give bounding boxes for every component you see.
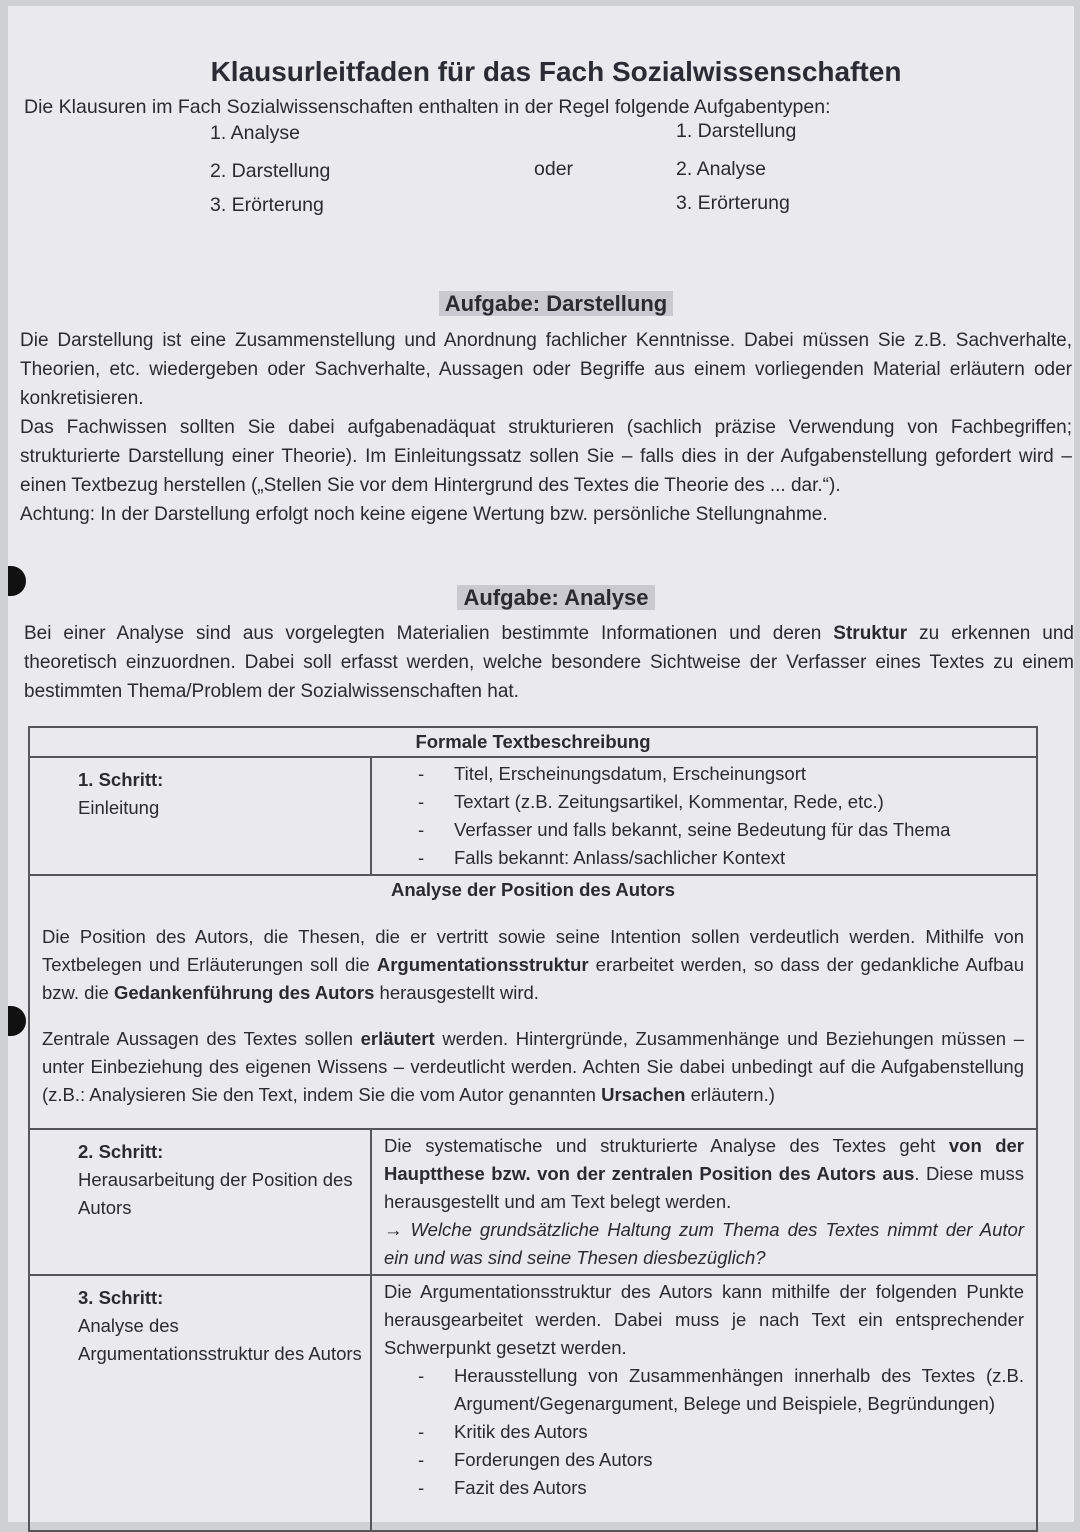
text-segment: Die Darstellung ist eine Zusammenstellung und Anordnung fachlicher Kenntnisse. Dabei müssen Sie z.B. Sachverhalte, Theorien, etc. wiedergeben oder Sachverhalte, Aussagen oder Begriffe aus einem vorliegenden Material erläutern oder konkretisieren. <box>20 330 1072 409</box>
step-label: 2. Schritt: <box>78 1140 164 1162</box>
paragraph <box>42 923 1024 1007</box>
step1-cell <box>29 757 371 875</box>
step-name: Analyse des Argumentationsstruktur des Autors <box>78 1314 362 1364</box>
list-item: 2. Darstellung <box>210 160 331 182</box>
text-segment: herausgestellt wird. <box>374 981 539 1003</box>
bold-text: von der Hauptthese bzw. von der zentralen Position des Autors aus <box>384 1134 1024 1184</box>
bold-text: erläutert <box>360 1028 435 1049</box>
list-item: - Falls bekannt: Anlass/sachlicher Kontext <box>454 844 1024 872</box>
text-segment: Zentrale Aussagen des Textes sollen <box>42 1028 361 1049</box>
list-item: - Forderungen des Autors <box>454 1446 1024 1474</box>
list-item: 3. Erörterung <box>676 192 790 214</box>
step3-cell <box>29 1275 371 1531</box>
bold-text: Argumentationsstruktur <box>376 953 589 975</box>
list-item: 1. Analyse <box>210 122 300 144</box>
text-segment: erläutern.) <box>685 1084 775 1105</box>
position-text <box>42 923 1024 1110</box>
bold-text: Ursachen <box>601 1084 686 1105</box>
list-item: - Verfasser und falls bekannt, seine Bedeutung für das Thema <box>454 816 1024 844</box>
paragraph <box>20 326 1072 413</box>
text-segment: Die systematische und strukturierte Analyse des Textes geht <box>384 1134 949 1156</box>
list-item: - Kritik des Autors <box>454 1418 1024 1446</box>
step-name: Herausarbeitung der Position des Autors <box>78 1168 353 1218</box>
list-item: - Titel, Erscheinungsdatum, Erscheinungsort <box>454 760 1024 788</box>
text-segment: . Diese muss herausgestellt und am Text belegt werden. <box>384 1162 1024 1212</box>
section-heading-analyse <box>8 585 1080 611</box>
step-label: 3. Schritt: <box>78 1286 164 1308</box>
list-item: - Textart (z.B. Zeitungsartikel, Kommentar, Rede, etc.) <box>454 788 1024 816</box>
analysis-table <box>28 726 1038 1532</box>
analyse-text <box>24 619 1074 706</box>
list-item: 2. Analyse <box>676 158 766 180</box>
section-heading-darstellung <box>8 291 1080 317</box>
step2-cell <box>29 1129 371 1275</box>
bold-text: Struktur <box>833 623 908 644</box>
step-name: Einleitung <box>78 797 160 818</box>
paragraph <box>42 1025 1024 1109</box>
list-item: - Fazit des Autors <box>454 1474 1024 1502</box>
paragraph <box>20 500 1072 529</box>
step2-text <box>384 1132 1024 1216</box>
paragraph <box>20 413 1072 500</box>
paragraph <box>24 619 1074 706</box>
step-label: 1. Schritt: <box>78 769 164 790</box>
text-segment: werden. Hintergründe, Zusammenhänge und Beziehungen müssen – unter Einbeziehung des eigenen Wissens – verdeutlicht werden. Achten Sie dabei unbedingt auf die Aufgabenstellung (z.B.: Analysieren Sie den Text, indem Sie die vom Autor genannten <box>42 1028 1024 1105</box>
position-cell <box>29 875 1037 1129</box>
step2-content <box>371 1129 1037 1275</box>
list-item: - Herausstellung von Zusammenhängen innerhalb des Textes (z.B. Argument/Gegenargument, Belege und Beispiele, Begründungen) <box>454 1362 1024 1418</box>
step2-question: → Welche grundsätzliche Haltung zum Thema des Textes nimmt der Autor ein und was sind seine Thesen diesbezüglich? <box>384 1218 1024 1268</box>
text-segment: Die Position des Autors, die Thesen, die er vertritt sowie seine Intention sollen verdeutlich werden. Mithilfe von Textbelegen und Erläuterungen soll die <box>42 925 1024 975</box>
text-segment: Achtung: In der Darstellung erfolgt noch keine eigene Wertung bzw. persönliche Stellungnahme. <box>20 504 828 525</box>
step3-content <box>371 1275 1037 1531</box>
list-item: 3. Erörterung <box>210 194 324 216</box>
text-segment: Bei einer Analyse sind aus vorgelegten Materialien bestimmte Informationen und deren <box>24 623 834 644</box>
step3-text: Die Argumentationsstruktur des Autors kann mithilfe der folgenden Punkte herausgearbeitet werden. Dabei muss je nach Text ein entsprechender Schwerpunkt gesetzt werden. <box>384 1280 1024 1358</box>
list-item: 1. Darstellung <box>676 120 797 142</box>
page-title: Klausurleitfaden für das Fach Sozialwissenschaften <box>210 56 902 87</box>
darstellung-text <box>20 326 1072 529</box>
oder-label: oder <box>534 158 574 180</box>
position-heading: Analyse der Position des Autors <box>390 879 676 900</box>
bold-text: Gedankenführung des Autors <box>114 981 375 1003</box>
heading-text: Aufgabe: Analyse <box>457 585 654 610</box>
text-segment: Das Fachwissen sollten Sie dabei aufgabenadäquat strukturieren (sachlich präzise Verwendung von Fachbegriffen; strukturierte Darstellung einer Theorie). Im Einleitungssatz sollen Sie – falls dies in der Aufgabenstellung gefordert wird – einen Textbezug herstellen („Stellen Sie vor dem Hintergrund des Textes die Theorie des ... dar.“). <box>20 417 1072 496</box>
binder-hole <box>8 1006 26 1036</box>
text-segment: erarbeitet werden, so dass der gedankliche Aufbau bzw. die <box>42 953 1024 1003</box>
step1-content <box>371 757 1037 875</box>
formal-heading: Formale Textbeschreibung <box>29 727 1037 757</box>
heading-text: Aufgabe: Darstellung <box>439 291 673 316</box>
text-segment: zu erkennen und theoretisch einzuordnen. Dabei soll erfasst werden, welche besondere Sichtweise der Verfasser eines Textes zu einem bestimmten Thema/Problem der Sozialwissenschaften hat. <box>24 623 1074 702</box>
intro-text: Die Klausuren im Fach Sozialwissenschaften enthalten in der Regel folgende Aufgabentypen: <box>24 96 831 118</box>
